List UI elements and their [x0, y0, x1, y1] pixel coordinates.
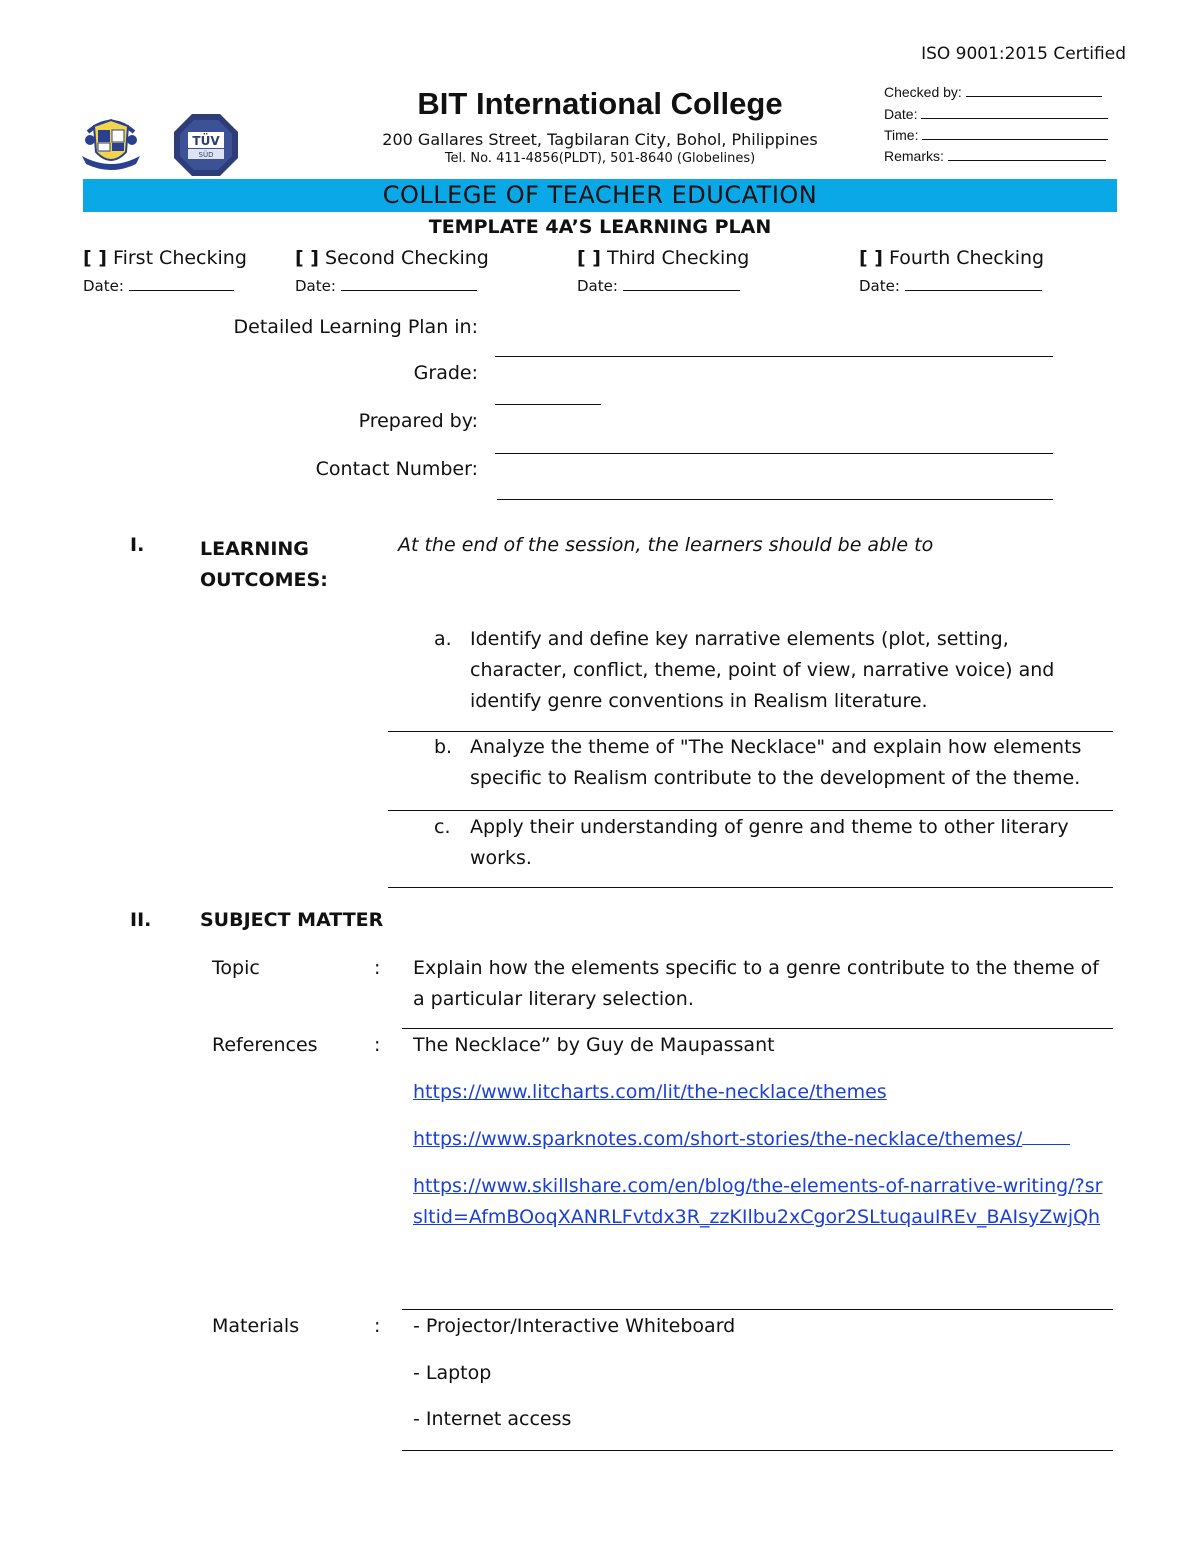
- reference-link-sparknotes-anchor[interactable]: https://www.sparknotes.com/short-stories/the-necklace/themes/: [413, 1128, 1023, 1150]
- header-remarks-field: [884, 148, 1106, 164]
- plan-in-field[interactable]: [495, 356, 1053, 357]
- fourth-checking-date: [859, 277, 1042, 295]
- sud-text: SÜD: [198, 151, 214, 159]
- grade-field[interactable]: [495, 404, 601, 405]
- first-checking-label: First Checking: [113, 247, 247, 269]
- first-checking: [83, 247, 247, 269]
- materials-label: Materials: [212, 1315, 300, 1337]
- department-banner: COLLEGE OF TEACHER EDUCATION: [382, 181, 818, 209]
- material-item: - Projector/Interactive Whiteboard: [413, 1315, 736, 1337]
- third-checking-label: Third Checking: [607, 247, 750, 269]
- plan-title: TEMPLATE 4A’S LEARNING PLAN: [428, 216, 772, 238]
- references-colon: :: [374, 1034, 381, 1056]
- third-checking: [577, 247, 749, 269]
- topic-colon: :: [374, 957, 381, 979]
- section-1-title-line-2: OUTCOMES:: [200, 569, 328, 591]
- fourth-checking-box[interactable]: [ ]: [859, 247, 883, 269]
- references-label: References: [212, 1034, 318, 1056]
- subject-divider: [402, 1309, 1113, 1310]
- header-date-label: Date:: [884, 106, 918, 122]
- college-address: 200 Gallares Street, Tagbilaran City, Bohol, Philippines: [382, 130, 818, 149]
- section-1-number: I.: [130, 534, 145, 556]
- reference-book: The Necklace” by Guy de Maupassant: [413, 1034, 775, 1056]
- outcome-b-text: Analyze the theme of "The Necklace" and explain how elements specific to Realism contribute to the development of the theme.: [470, 736, 1082, 789]
- header-date-field: [884, 106, 1108, 122]
- fourth-checking-date-label: Date:: [859, 277, 900, 295]
- topic-text: Explain how the elements specific to a genre contribute to the theme of a particular literary selection.: [413, 957, 1099, 1010]
- outcome-c-letter: c.: [434, 816, 451, 838]
- checked-by-field: [884, 84, 1102, 100]
- outcome-b-letter: b.: [434, 736, 453, 758]
- first-checking-date-label: Date:: [83, 277, 124, 295]
- reference-link-litcharts: [413, 1077, 887, 1108]
- tuv-sud-certification-logo: [172, 112, 240, 178]
- outcome-a-letter: a.: [434, 628, 452, 650]
- checked-by-label: Checked by:: [884, 84, 962, 100]
- second-checking-date: [295, 277, 477, 295]
- section-1-title: [200, 534, 328, 596]
- prepared-by-field[interactable]: [495, 453, 1053, 454]
- header-time-label: Time:: [884, 127, 919, 143]
- subject-divider: [402, 1028, 1113, 1029]
- reference-link-sparknotes: [413, 1124, 1103, 1155]
- fourth-checking-label: Fourth Checking: [889, 247, 1045, 269]
- outcome-a-text: Identify and define key narrative elements (plot, setting, character, conflict, theme, point of view, narrative voice) and identify genre conventions in Realism literature.: [470, 628, 1055, 712]
- second-checking-label: Second Checking: [325, 247, 489, 269]
- college-name: BIT International College: [417, 86, 783, 121]
- outcome-divider: [388, 887, 1113, 888]
- third-checking-box[interactable]: [ ]: [577, 247, 601, 269]
- section-2-number: II.: [130, 909, 152, 931]
- materials-colon: :: [374, 1315, 381, 1337]
- reference-link-litcharts-anchor[interactable]: https://www.litcharts.com/lit/the-necklace/themes: [413, 1081, 887, 1103]
- fourth-checking: [859, 247, 1044, 269]
- reference-link-skillshare-anchor[interactable]: https://www.skillshare.com/en/blog/the-elements-of-narrative-writing/?srsltid=AfmBOoqXANRLFvtdx3R_zzKIlbu2xCgor2SLtuqauIREv_BAIsyZwjQh: [413, 1175, 1103, 1228]
- second-checking: [295, 247, 489, 269]
- reference-link-skillshare: [413, 1171, 1103, 1233]
- outcome-divider: [388, 810, 1113, 811]
- grade-label: Grade:: [413, 362, 478, 384]
- header-remarks-label: Remarks:: [884, 148, 944, 164]
- second-checking-box[interactable]: [ ]: [295, 247, 319, 269]
- contact-number-field[interactable]: [497, 499, 1053, 500]
- tuv-text: TÜV: [192, 134, 220, 148]
- third-checking-date-label: Date:: [577, 277, 618, 295]
- college-seal-logo: [80, 110, 142, 172]
- second-checking-date-label: Date:: [295, 277, 336, 295]
- outcomes-intro: At the end of the session, the learners should be able to: [398, 534, 934, 556]
- section-2-title: SUBJECT MATTER: [200, 909, 384, 931]
- material-item: - Internet access: [413, 1408, 572, 1430]
- section-1-title-line-1: LEARNING: [200, 538, 309, 560]
- topic-label: Topic: [212, 957, 260, 979]
- iso-certification: ISO 9001:2015 Certified: [921, 44, 1126, 64]
- college-telephone: Tel. No. 411-4856(PLDT), 501-8640 (Globelines): [444, 151, 756, 166]
- header-time-field: [884, 127, 1108, 143]
- subject-divider: [402, 1450, 1113, 1451]
- first-checking-date: [83, 277, 234, 295]
- contact-number-label: Contact Number:: [315, 458, 478, 480]
- outcome-c-text: Apply their understanding of genre and theme to other literary works.: [470, 816, 1069, 869]
- material-item: - Laptop: [413, 1362, 492, 1384]
- prepared-by-label: Prepared by:: [358, 410, 478, 432]
- third-checking-date: [577, 277, 740, 295]
- first-checking-box[interactable]: [ ]: [83, 247, 107, 269]
- plan-in-label: Detailed Learning Plan in:: [233, 316, 478, 338]
